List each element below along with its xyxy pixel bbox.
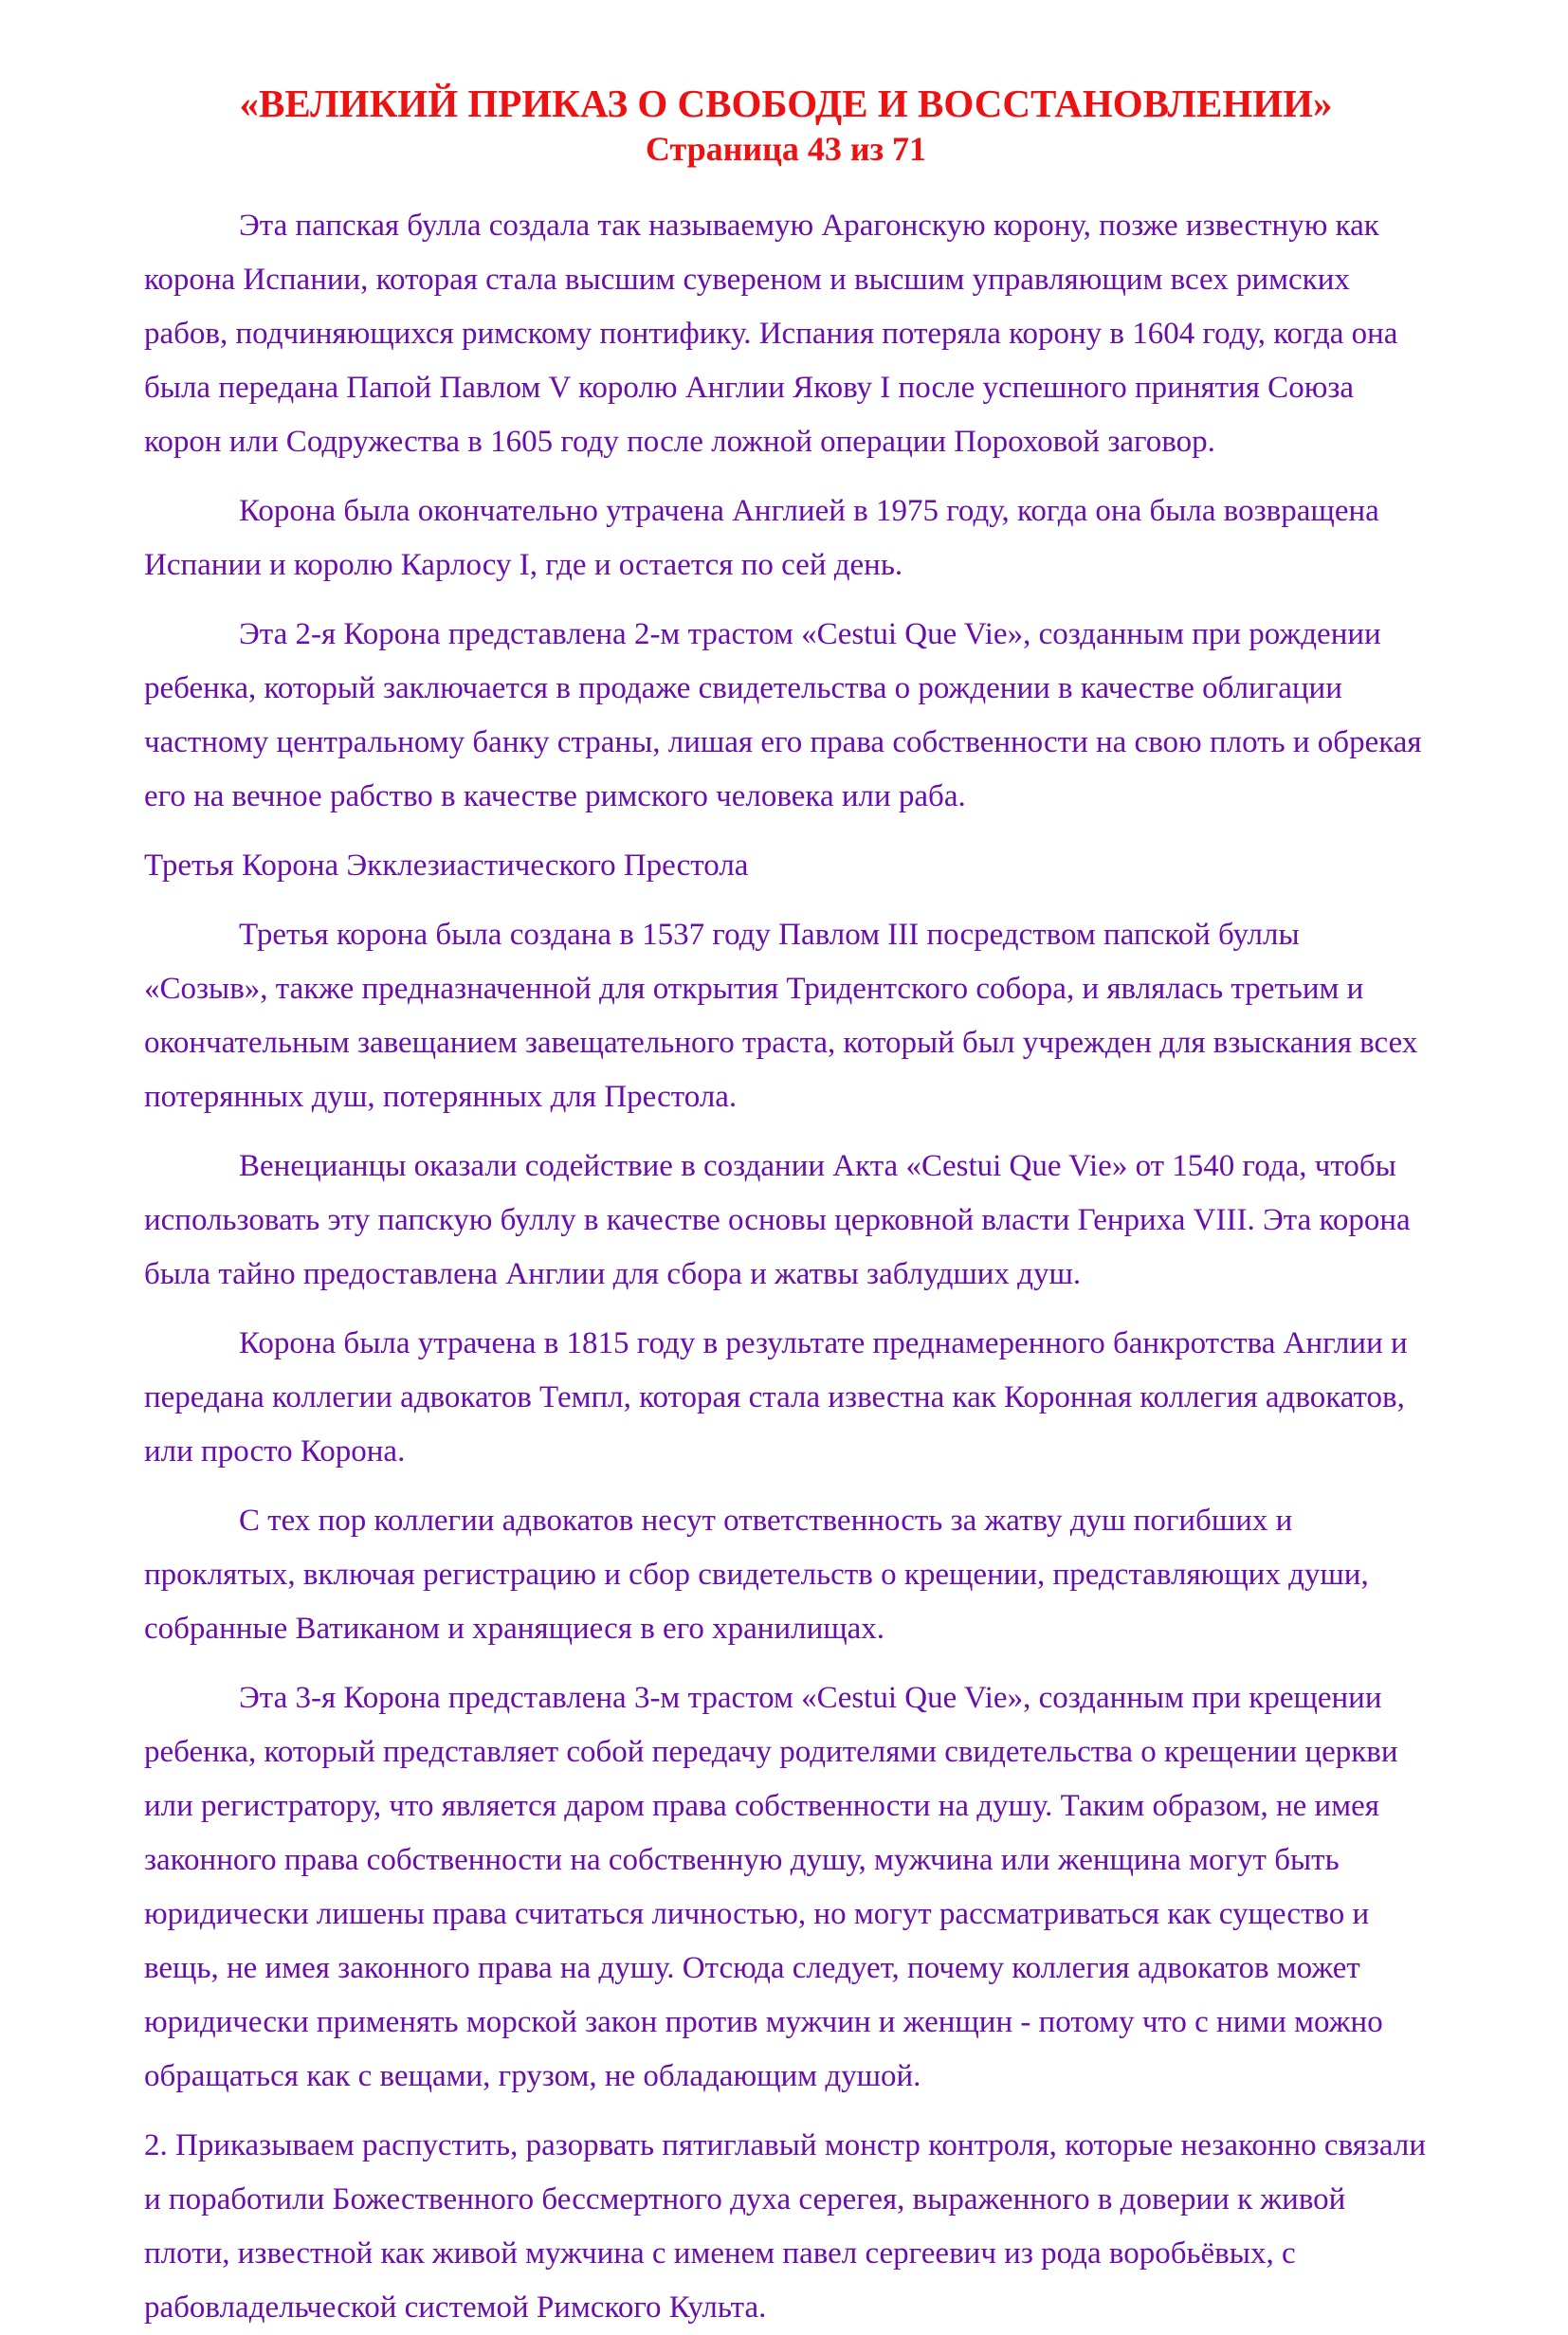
paragraph: Эта 2-я Корона представлена 2-м трастом «Cestui Que Vie», созданным при рождении ребенка, который заключается в продаже свидетельства о рождении в качестве облигации частному центральному банку страны, лишая его права собственности на свою плоть и обрекая его на вечное рабство в качестве римского человека или раба. — [144, 617, 1422, 813]
section-heading: Третья Корона Экклезиастического Престола — [144, 848, 749, 883]
paragraph: Корона была окончательно утрачена Англией в 1975 году, когда она была возвращена Испании и королю Карлосу I, где и остается по сей день. — [144, 494, 1379, 582]
paragraph: Третья корона была создана в 1537 году Павлом III посредством папской буллы «Созыв», также предназначенной для открытия Тридентского собора, и являлась третьим и окончательным завещанием завещательного траста, который был учрежден для взыскания всех потерянных душ, потерянных для Престола. — [144, 918, 1418, 1114]
paragraph: Эта 3-я Корона представлена 3-м трастом «Cestui Que Vie», созданным при крещении ребенка, который представляет собой передачу родителями свидетельства о крещении церкви или регистратору, что является даром права собственности на душу. Таким образом, не имея законного права собственности на собственную душу, мужчина или женщина могут быть юридически лишены права считаться личностью, но могут рассматриваться как существо и вещь, не имея законного права на душу. Отсюда следует, почему коллегия адвокатов может юридически применять морской закон против мужчин и женщин - потому что с ними можно обращаться как с вещами, грузом, не обладающим душой. — [144, 1681, 1398, 2093]
paragraph: Корона была утрачена в 1815 году в результате преднамеренного банкротства Англии и передана коллегии адвокатов Темпл, которая стала известна как Коронная коллегия адвокатов, или просто Корона. — [144, 1326, 1408, 1468]
page-indicator: Страница 43 из 71 — [645, 130, 927, 168]
ordered-clause: 2. Приказываем распустить, разорвать пятиглавый монстр контроля, которые незаконно связали и поработили Божественного бессмертного духа серегея, выраженного в доверии к живой плоти, известной как живой мужчина с именем павел сергеевич из рода воробьёвых, с рабовладельческой системой Римского Культа. — [144, 2128, 1427, 2325]
document-body — [144, 199, 1428, 2335]
paragraph: Венецианцы оказали содействие в создании Акта «Cestui Que Vie» от 1540 года, чтобы использовать эту папскую буллу в качестве основы церковной власти Генриха VIII. Эта корона была тайно предоставлена Англии для сбора и жатвы заблудших душ. — [144, 1149, 1411, 1291]
paragraph: С тех пор коллегии адвокатов несут ответственность за жатву душ погибших и проклятых, включая регистрацию и сбор свидетельств о крещении, представляющих души, собранные Ватиканом и хранящиеся в его хранилищах. — [144, 1504, 1369, 1646]
document-title: «ВЕЛИКИЙ ПРИКАЗ О СВОБОДЕ И ВОССТАНОВЛЕНИИ» — [239, 82, 1333, 125]
paragraph: Эта папская булла создала так называемую Арагонскую корону, позже известную как корона Испании, которая стала высшим сувереном и высшим управляющим всех римских рабов, подчиняющихся римскому понтифику. Испания потеряла корону в 1604 году, когда она была передана Папой Павлом V королю Англии Якову I после успешного принятия Союза корон или Содружества в 1605 году после ложной операции Пороховой заговор. — [144, 209, 1398, 459]
